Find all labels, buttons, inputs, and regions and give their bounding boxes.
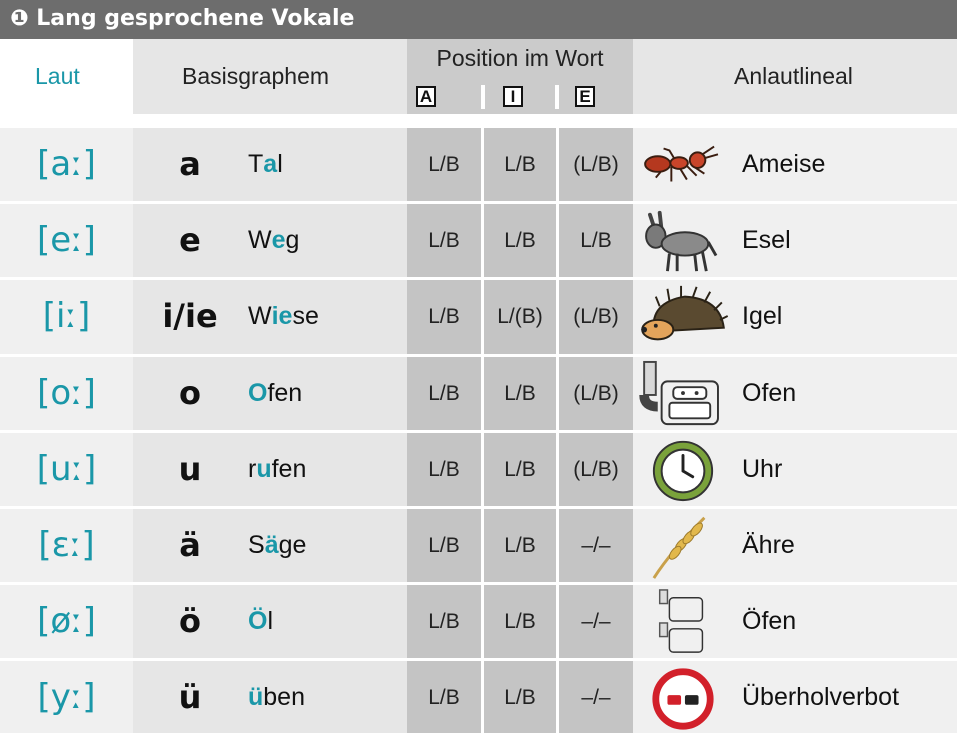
basisgraphem: ü — [178, 678, 202, 716]
position-i-value: L/(B) — [497, 305, 543, 328]
example-word — [248, 377, 302, 409]
example-word-end: se — [292, 302, 319, 330]
example-word-end: g — [285, 226, 300, 254]
example-word — [248, 300, 319, 332]
header-anlautlineal-label: Anlautlineal — [734, 63, 853, 89]
ipa-symbol: [oː] — [37, 373, 96, 413]
clock-icon — [634, 436, 732, 504]
example-word-highlight: Ö — [248, 607, 268, 635]
example-word — [248, 681, 305, 713]
example-word-end: ben — [263, 683, 305, 711]
table-row — [0, 433, 957, 509]
example-word-end: fen — [267, 379, 303, 407]
ipa-symbol: [ɛː] — [38, 525, 95, 565]
example-word — [248, 529, 306, 561]
example-word-highlight: ie — [271, 302, 293, 330]
position-e-box: E — [575, 86, 595, 107]
anlaut-word: Uhr — [742, 455, 783, 483]
header-anlautlineal — [633, 39, 957, 114]
example-word-start: W — [248, 302, 272, 330]
basisgraphem: i/ie — [162, 297, 218, 335]
position-a-value: L/B — [428, 382, 460, 405]
example-word-end: l — [277, 150, 283, 178]
anlaut-word: Überholverbot — [742, 683, 900, 711]
table-row — [0, 509, 957, 585]
anlaut-word: Ameise — [742, 150, 826, 178]
example-word — [248, 605, 273, 637]
header-basisgraphem-label: Basisgraphem — [182, 63, 330, 89]
position-e-value: –/– — [581, 610, 611, 633]
position-e-value: –/– — [581, 534, 611, 557]
example-word-highlight: O — [248, 379, 268, 407]
row-divider — [0, 277, 957, 280]
position-i-value: L/B — [504, 686, 536, 709]
ipa-symbol: [øː] — [37, 601, 96, 641]
ant-icon — [634, 131, 732, 199]
position-i-value: L/B — [504, 610, 536, 633]
position-i-value: L/B — [504, 534, 536, 557]
table-row — [0, 128, 957, 204]
anlaut-word: Esel — [742, 226, 791, 254]
table-row — [0, 585, 957, 661]
example-word-start: W — [248, 226, 272, 254]
header-laut — [0, 39, 133, 114]
header-laut-label: Laut — [35, 63, 80, 89]
example-word-highlight: e — [271, 226, 286, 254]
position-a-value: L/B — [428, 686, 460, 709]
position-e-value: L/B — [580, 229, 612, 252]
position-a-value: L/B — [428, 610, 460, 633]
basisgraphem: ä — [179, 526, 201, 564]
row-divider — [0, 430, 957, 433]
position-a-value: L/B — [428, 229, 460, 252]
example-word-start: r — [248, 455, 257, 483]
hedgehog-icon — [634, 283, 732, 351]
wheat-ear-icon — [634, 512, 732, 580]
example-word-end: fen — [271, 455, 307, 483]
example-word-end: l — [267, 607, 274, 635]
header-gap — [0, 114, 957, 128]
ipa-symbol: [yː] — [37, 677, 96, 717]
position-a-value: L/B — [428, 458, 460, 481]
table-row — [0, 204, 957, 280]
ovens-icon — [634, 588, 732, 656]
position-a-box: A — [416, 86, 436, 107]
header-basisgraphem — [133, 39, 407, 114]
example-word-highlight: a — [263, 150, 278, 178]
example-word-end: ge — [278, 531, 307, 559]
position-e-value: (L/B) — [573, 153, 619, 176]
oven-icon — [634, 360, 732, 428]
ipa-symbol: [uː] — [36, 449, 97, 489]
basisgraphem: u — [178, 450, 202, 488]
anlaut-word: Ofen — [742, 379, 797, 407]
table-row — [0, 357, 957, 433]
position-i-value: L/B — [504, 153, 536, 176]
position-i-value: L/B — [504, 382, 536, 405]
example-word-start: S — [248, 531, 265, 559]
anlaut-word: Öfen — [742, 607, 797, 635]
row-divider — [0, 506, 957, 509]
position-e-value: (L/B) — [573, 305, 619, 328]
header-divider — [555, 85, 559, 109]
table-title: ❶ Lang gesprochene Vokale — [10, 6, 355, 31]
position-e-value: –/– — [581, 686, 611, 709]
example-word — [248, 148, 283, 180]
row-divider — [0, 354, 957, 357]
ipa-symbol: [iː] — [42, 296, 91, 336]
basisgraphem: ö — [179, 602, 201, 640]
basisgraphem: e — [179, 221, 201, 259]
table-row — [0, 280, 957, 357]
basisgraphem: a — [179, 145, 201, 183]
header-divider — [481, 85, 485, 109]
table-title-bar — [0, 0, 957, 39]
position-e-value: (L/B) — [573, 382, 619, 405]
row-divider — [0, 658, 957, 661]
position-i-value: L/B — [504, 458, 536, 481]
donkey-icon — [634, 207, 732, 275]
example-word-start: T — [248, 150, 264, 178]
example-word-highlight: ü — [248, 683, 264, 711]
ipa-symbol: [aː] — [37, 144, 96, 184]
anlaut-word: Igel — [742, 302, 783, 330]
position-i-box: I — [503, 86, 523, 107]
row-divider — [0, 582, 957, 585]
table-row — [0, 661, 957, 733]
example-word — [248, 453, 306, 485]
position-e-value: (L/B) — [573, 458, 619, 481]
position-a-value: L/B — [428, 534, 460, 557]
header-position — [407, 39, 633, 114]
no-overtaking-sign-icon — [634, 664, 732, 732]
example-word — [248, 224, 299, 256]
example-word-highlight: u — [256, 455, 272, 483]
basisgraphem: o — [179, 374, 201, 412]
position-i-value: L/B — [504, 229, 536, 252]
ipa-symbol: [eː] — [37, 220, 96, 260]
anlaut-word: Ähre — [742, 531, 795, 559]
header-position-label: Position im Wort — [436, 45, 604, 71]
row-divider — [0, 201, 957, 204]
example-word-highlight: ä — [264, 531, 279, 559]
position-a-value: L/B — [428, 153, 460, 176]
position-a-value: L/B — [428, 305, 460, 328]
